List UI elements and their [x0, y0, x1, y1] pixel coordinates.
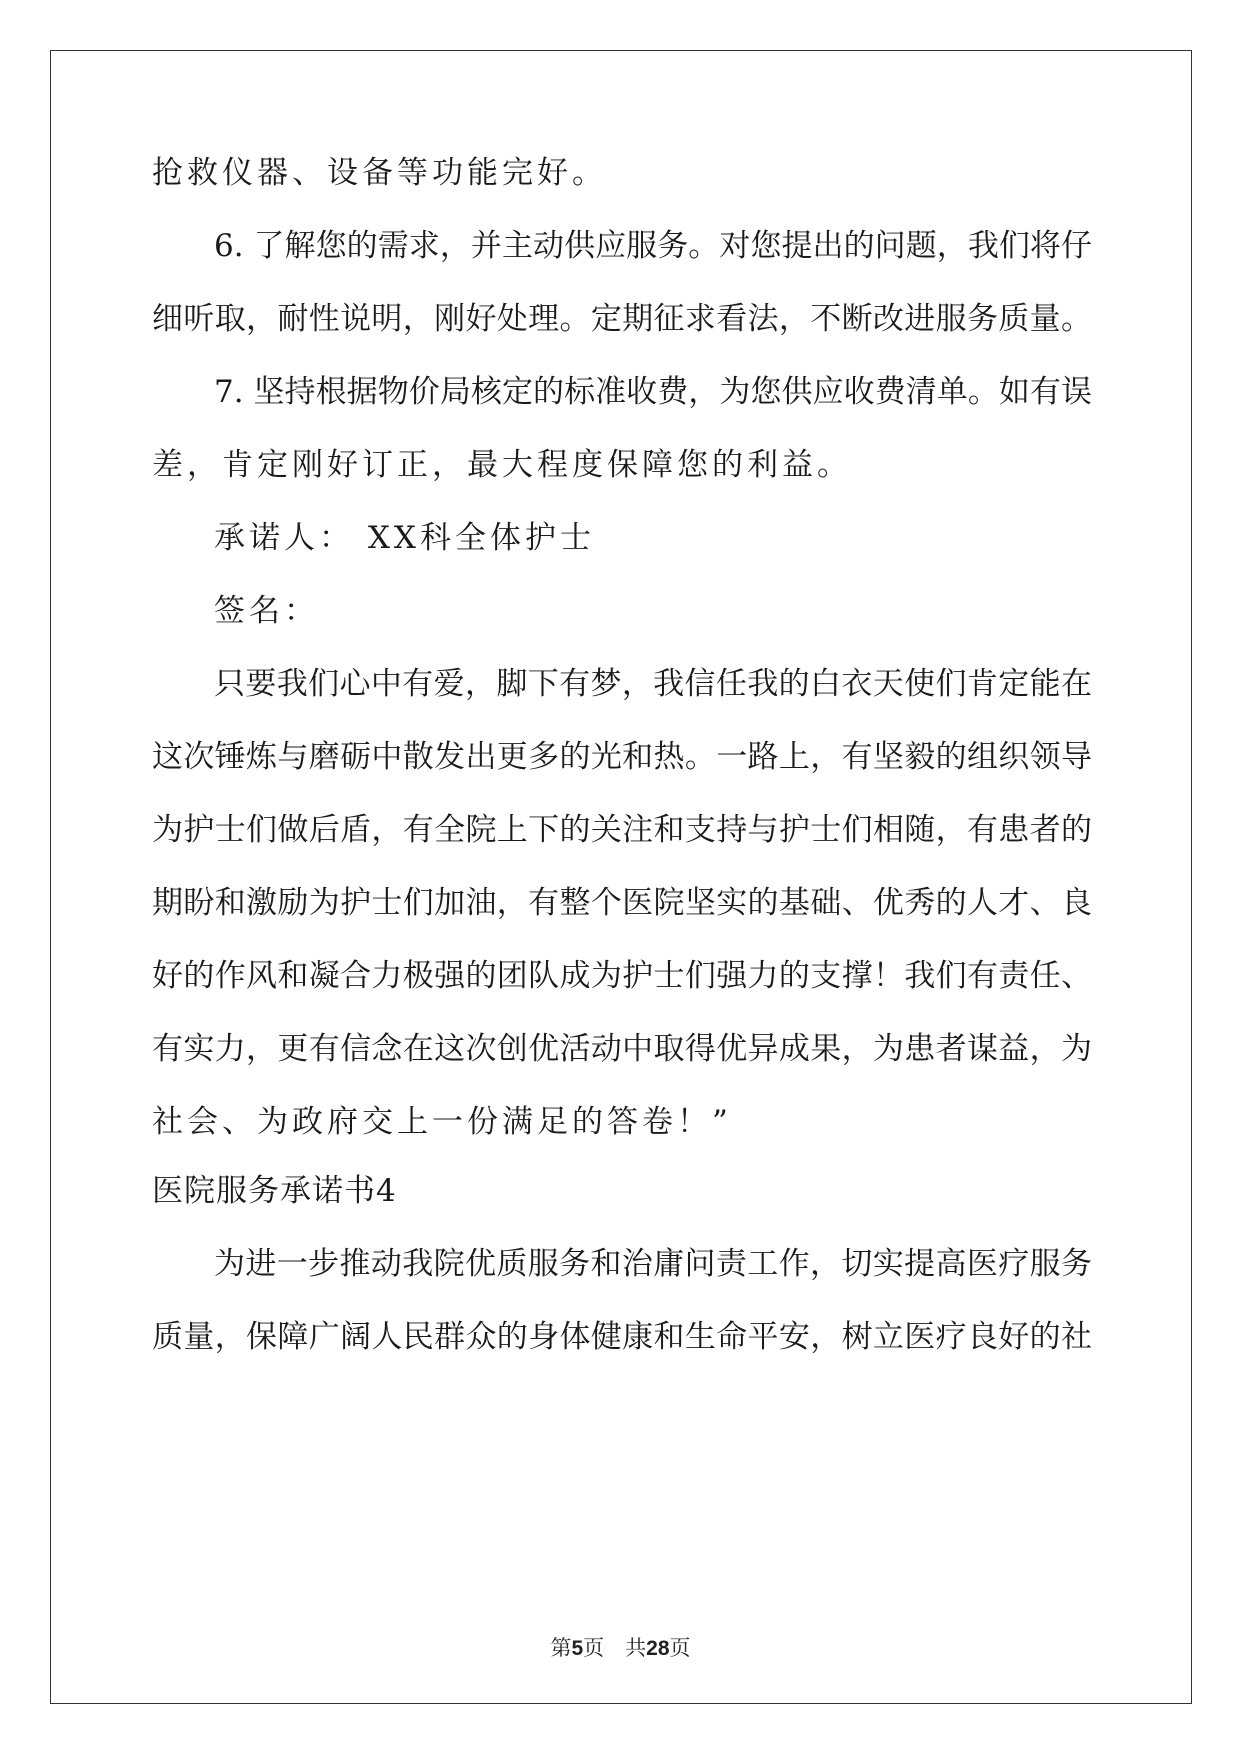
text-line: 好的作风和凝合力极强的团队成为护士们强力的支撑！我们有责任、: [152, 958, 1092, 994]
page-footer: [0, 1632, 1241, 1662]
page-total: 28: [646, 1637, 670, 1660]
text-line: 7. 坚持根据物价局核定的标准收费，为您供应收费清单。如有误: [214, 374, 1092, 410]
footer-suffix: 页: [669, 1636, 691, 1660]
text-line: 这次锤炼与磨砺中散发出更多的光和热。一路上，有坚毅的组织领导: [152, 739, 1092, 775]
signature-line: 签名：: [214, 593, 319, 629]
text-line: 只要我们心中有爱，脚下有梦，我信任我的白衣天使们肯定能在: [214, 666, 1092, 702]
text-line: 6. 了解您的需求，并主动供应服务。对您提出的问题，我们将仔: [214, 228, 1092, 264]
text-line: 社会、为政府交上一份满足的答卷！”: [152, 1104, 732, 1140]
text-line: 差，肯定刚好订正，最大程度保障您的利益。: [152, 447, 852, 483]
signer-line: 承诺人： XX科全体护士: [214, 520, 595, 556]
text-line: 期盼和激励为护士们加油，有整个医院坚实的基础、优秀的人才、良: [152, 885, 1092, 921]
text-line: 有实力，更有信念在这次创优活动中取得优异成果，为患者谋益，为: [152, 1031, 1092, 1067]
text-line: 为进一步推动我院优质服务和治庸问责工作，切实提高医疗服务: [214, 1246, 1092, 1282]
footer-mid: 页 共: [583, 1636, 647, 1660]
page-number: 5: [571, 1637, 584, 1660]
text-line: 质量，保障广阔人民群众的身体健康和生命平安，树立医疗良好的社: [152, 1319, 1092, 1355]
text-line: 细听取，耐性说明，刚好处理。定期征求看法，不断改进服务质量。: [152, 301, 1092, 337]
text-line: 为护士们做后盾，有全院上下的关注和支持与护士们相随，有患者的: [152, 812, 1092, 848]
section-heading: 医院服务承诺书4: [152, 1173, 397, 1209]
footer-prefix: 第: [550, 1636, 572, 1660]
text-line: 抢救仪器、设备等功能完好。: [152, 155, 607, 191]
